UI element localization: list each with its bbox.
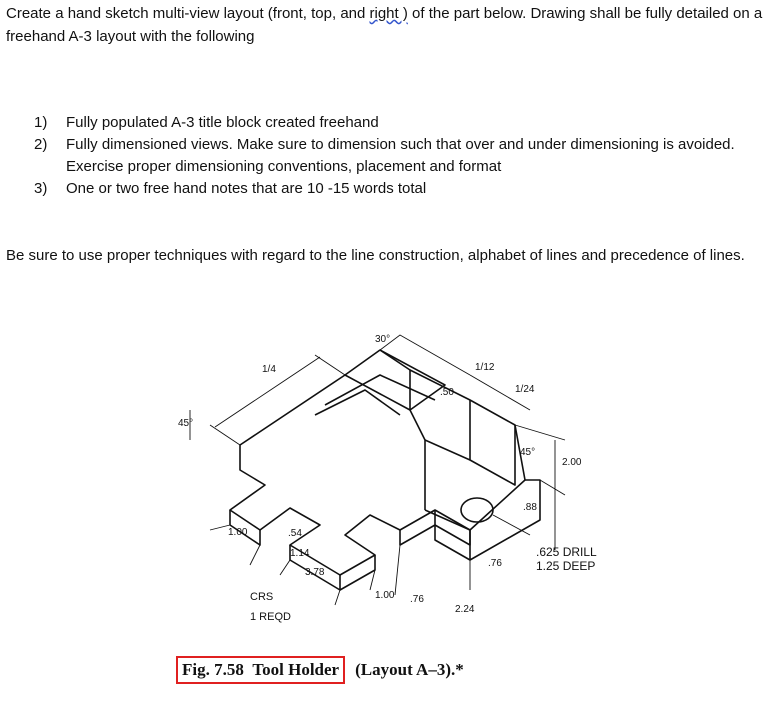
list-item <box>20 134 760 178</box>
caption-fig-label: Fig. 7.58 <box>182 660 244 679</box>
dim-1-4: 1/4 <box>262 364 276 375</box>
slot-edge-2 <box>315 390 400 415</box>
list-number: 1) <box>34 114 48 131</box>
dim-45-left: 45° <box>178 418 194 429</box>
drill-note-2: 1.25 DEEP <box>536 559 596 573</box>
dim-line-top-left <box>210 355 345 445</box>
dim-line-right <box>470 375 565 550</box>
list-number: 2) <box>34 136 48 153</box>
techniques-paragraph: Be sure to use proper techniques with regard to the line construction, alphabet of lines and precedence of lines. <box>6 247 745 264</box>
intro-text-2: of the part below. Drawing shall be fully detailed on a freehand A-3 layout with the following <box>6 5 763 45</box>
reqd-note: 1 REQD <box>250 611 291 623</box>
dim-76-right: .76 <box>488 558 502 569</box>
crs-note: CRS <box>250 591 274 603</box>
dim-1-00-left: 1.00 <box>228 527 248 538</box>
dim-1-14: 1.14 <box>290 548 310 559</box>
dim-30: 30° <box>375 334 391 345</box>
list-text: Fully dimensioned views. Make sure to dimension such that over and under dimensioning is avoided. Exercise proper dimensioning conventions, placement and format <box>66 136 735 175</box>
isometric-drawing <box>170 330 640 660</box>
list-number: 3) <box>34 180 48 197</box>
drill-hole <box>461 498 493 522</box>
dim-line-bottom <box>335 545 470 605</box>
dim-line-bottom-left <box>210 525 290 575</box>
upright-left <box>410 410 425 510</box>
list-text: One or two free hand notes that are 10 -15 words total <box>66 180 427 197</box>
dim-3-78: 3.78 <box>305 567 325 578</box>
dim-50: .50 <box>440 387 454 398</box>
dim-54: .54 <box>288 528 302 539</box>
dim-2-24: 2.24 <box>455 604 475 615</box>
drill-leader <box>493 515 530 535</box>
intro-paragraph <box>6 2 781 48</box>
list-item <box>20 178 760 200</box>
caption-rest: (Layout A–3).* <box>355 660 464 679</box>
intro-underlined-word: right ) <box>369 5 408 22</box>
dim-76-bottom: .76 <box>410 594 424 605</box>
upright-diag <box>425 440 470 460</box>
list-item <box>20 112 760 134</box>
dim-88: .88 <box>523 502 537 513</box>
figure-caption <box>176 655 464 685</box>
dim-2-00: 2.00 <box>562 457 582 468</box>
dim-45-right: 45° <box>520 447 536 458</box>
tool-holder-sketch <box>170 330 640 660</box>
base-outline <box>230 370 525 575</box>
dim-1-00-bottom: 1.00 <box>375 590 395 601</box>
intro-text-1: Create a hand sketch multi-view layout (front, top, and <box>6 5 370 22</box>
drill-note-1: .625 DRILL <box>536 545 597 559</box>
requirements-list <box>20 112 760 200</box>
ridge-end <box>380 350 410 370</box>
dim-line-top <box>380 335 470 375</box>
list-text: Fully populated A-3 title block created freehand <box>66 114 379 131</box>
dim-1-24: 1/24 <box>515 384 535 395</box>
dim-1-12: 1/12 <box>475 362 495 373</box>
caption-highlight-box <box>176 656 345 684</box>
caption-title: Tool Holder <box>252 660 340 679</box>
